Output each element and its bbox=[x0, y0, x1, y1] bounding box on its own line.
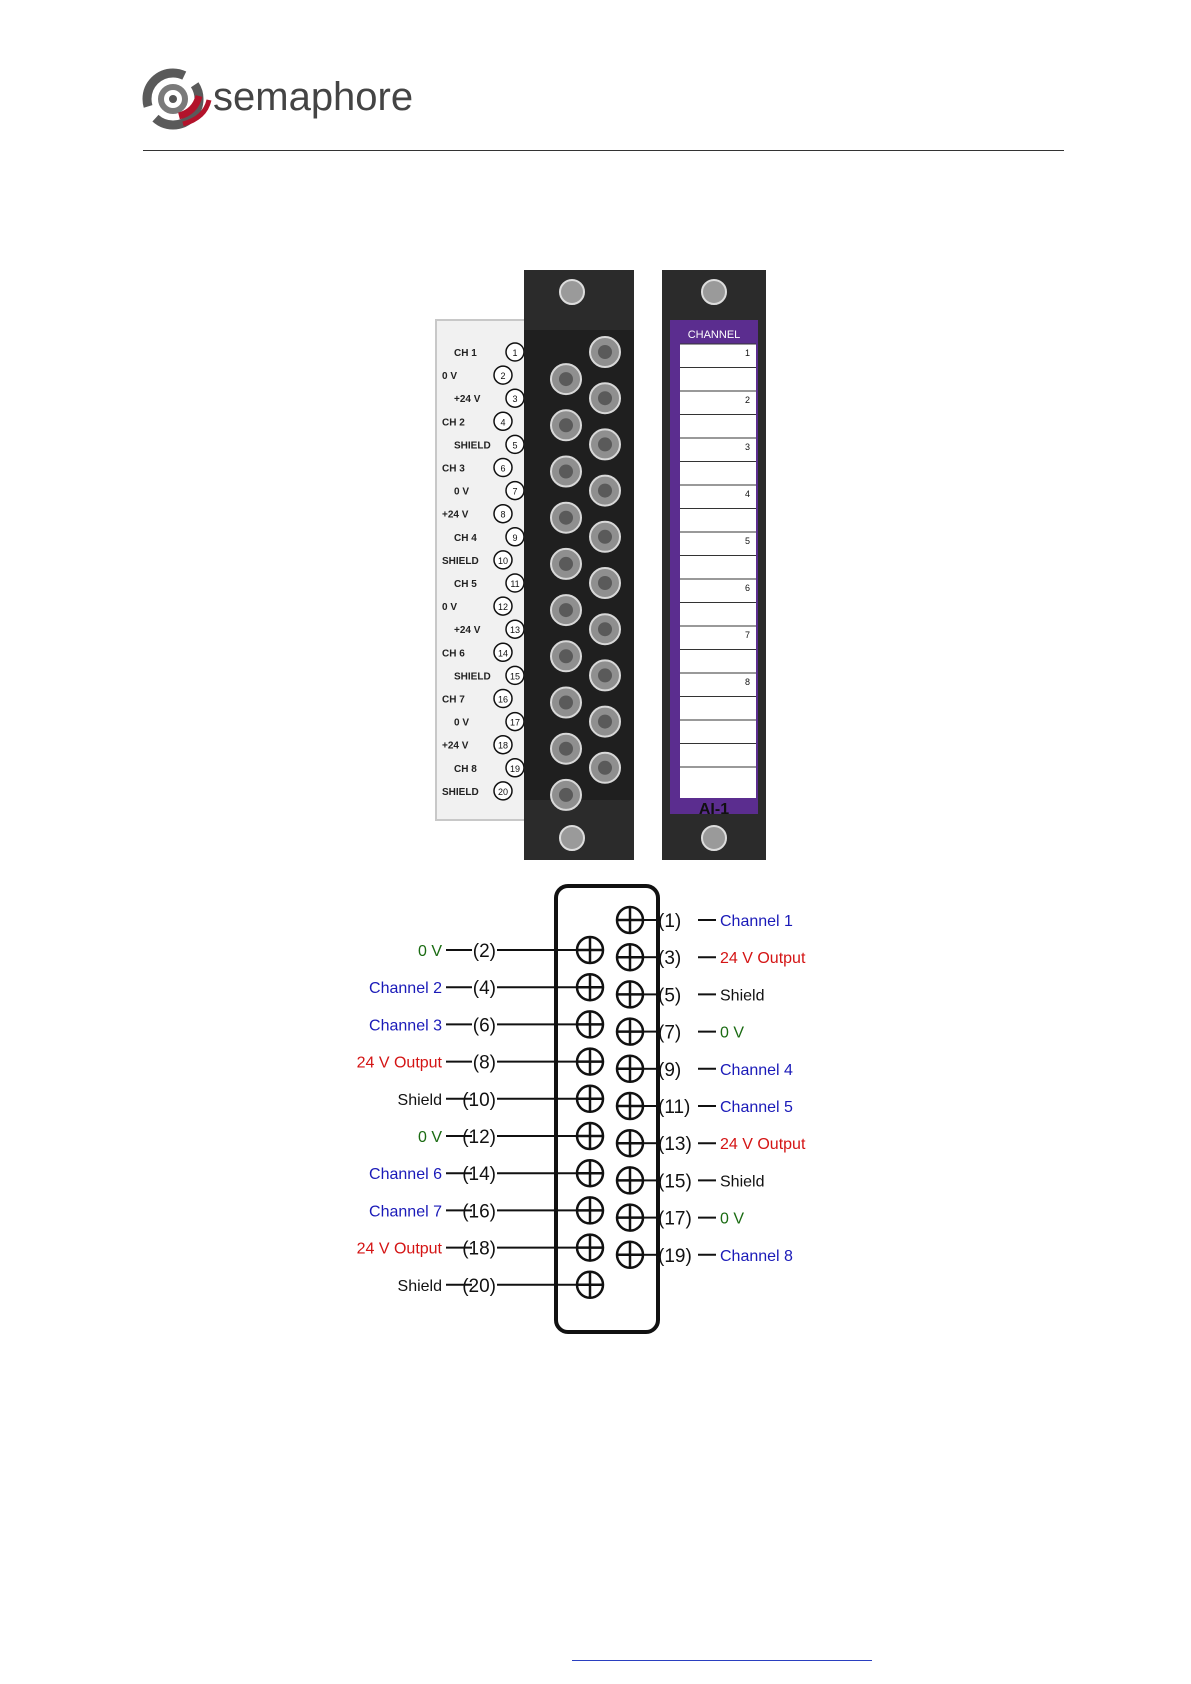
screw-head-icon bbox=[559, 465, 573, 479]
terminal-label-text: CH 2 bbox=[442, 417, 465, 429]
pin-number: (15) bbox=[658, 1171, 692, 1193]
terminal-number: 9 bbox=[512, 532, 518, 543]
terminal-label-text: +24 V bbox=[442, 509, 469, 521]
pin-number: (19) bbox=[658, 1245, 692, 1267]
pin-number: (7) bbox=[658, 1022, 682, 1044]
terminal-label-text: 0 V bbox=[442, 602, 458, 614]
pin-label: 0 V bbox=[720, 1210, 745, 1228]
pin-label: Channel 8 bbox=[720, 1247, 793, 1265]
terminal-label-text: 0 V bbox=[454, 717, 470, 729]
terminal-number: 8 bbox=[500, 509, 506, 520]
card-channel-number: 1 bbox=[744, 348, 750, 358]
channel-card-insert bbox=[680, 344, 756, 798]
pinout-left-terminal bbox=[398, 1272, 603, 1298]
semaphore-logo bbox=[143, 66, 428, 132]
card-channel-number: 7 bbox=[744, 630, 750, 640]
terminal-number: 1 bbox=[512, 348, 518, 358]
pin-number: (20) bbox=[462, 1275, 496, 1297]
pinout-right-terminal bbox=[617, 907, 793, 933]
pin-number: (11) bbox=[658, 1097, 691, 1118]
pin-label: 0 V bbox=[417, 1129, 442, 1146]
pin-label: 24 V Output bbox=[720, 950, 806, 968]
terminal-pinout-svg bbox=[356, 880, 850, 1340]
terminal-number: 18 bbox=[497, 740, 509, 751]
pin-label: Shield bbox=[397, 1277, 442, 1295]
terminal-module-illustration bbox=[430, 270, 790, 860]
terminal-number: 5 bbox=[512, 440, 518, 451]
terminal-label-text: CH 5 bbox=[454, 579, 477, 590]
screw-head-icon bbox=[598, 668, 612, 682]
pin-number: (2) bbox=[472, 941, 496, 962]
terminal-number: 7 bbox=[512, 486, 518, 497]
screw-head-icon bbox=[598, 391, 612, 405]
terminal-number: 16 bbox=[497, 694, 509, 705]
terminal-number: 15 bbox=[509, 671, 521, 682]
pin-label: 24 V Output bbox=[356, 1054, 442, 1072]
pinout-left-terminal bbox=[369, 974, 603, 1000]
pinout-left-terminal bbox=[369, 1011, 603, 1037]
screw-head-icon bbox=[559, 557, 573, 571]
card-model: AI-1 bbox=[698, 801, 730, 818]
pin-number: (1) bbox=[658, 911, 682, 932]
screw-head-icon bbox=[559, 742, 573, 756]
terminal-label-text: CH 3 bbox=[442, 463, 465, 475]
terminal-number: 4 bbox=[500, 417, 506, 428]
terminal-label-text: CH 4 bbox=[454, 532, 477, 544]
card-bottom-screw-icon bbox=[702, 826, 726, 850]
card-top-screw-icon bbox=[702, 280, 726, 304]
pinout-right-terminal bbox=[617, 1056, 793, 1082]
pinout-diagram bbox=[356, 880, 850, 1345]
terminal-number: 11 bbox=[510, 579, 520, 589]
screw-head-icon bbox=[559, 418, 573, 432]
screw-head-icon bbox=[598, 715, 612, 729]
pinout-left-terminal bbox=[369, 1197, 603, 1223]
pinout-left-terminal bbox=[418, 937, 603, 963]
screw-head-icon bbox=[559, 511, 573, 525]
card-channel-number: 4 bbox=[744, 489, 750, 499]
pin-number: (4) bbox=[472, 978, 496, 1000]
pin-label: Channel 4 bbox=[720, 1061, 793, 1079]
pin-number: (16) bbox=[462, 1201, 496, 1223]
pin-number: (13) bbox=[658, 1134, 692, 1156]
terminal-label-text: SHIELD bbox=[454, 671, 491, 683]
terminal-number: 17 bbox=[509, 717, 521, 728]
terminal-label-text: CH 1 bbox=[454, 348, 477, 359]
pin-number: (10) bbox=[462, 1089, 496, 1111]
pin-label: Shield bbox=[720, 987, 765, 1005]
pinout-left-terminal bbox=[398, 1086, 603, 1112]
pin-number: (3) bbox=[658, 948, 682, 970]
brand-name: semaphore bbox=[213, 75, 414, 119]
terminal-label-text: +24 V bbox=[442, 740, 469, 752]
terminal-number: 6 bbox=[500, 463, 506, 474]
screw-head-icon bbox=[598, 345, 612, 359]
terminal-number: 2 bbox=[500, 371, 506, 382]
screw-head-icon bbox=[598, 761, 612, 775]
pin-number: (14) bbox=[462, 1164, 496, 1186]
terminal-label-text: CH 6 bbox=[442, 648, 465, 660]
pinout-right-terminal bbox=[617, 1093, 793, 1119]
screw-head-icon bbox=[598, 437, 612, 451]
pin-number: (5) bbox=[658, 985, 682, 1007]
terminal-label-text: SHIELD bbox=[454, 440, 491, 452]
pin-label: Channel 1 bbox=[720, 913, 793, 930]
terminal-label-text: CH 7 bbox=[442, 694, 465, 706]
pin-number: (17) bbox=[658, 1208, 692, 1230]
card-channel-number: 5 bbox=[744, 536, 750, 546]
terminal-label-text: +24 V bbox=[454, 394, 481, 406]
card-channel-number: 8 bbox=[744, 677, 750, 687]
pinout-left-terminal bbox=[369, 1160, 603, 1186]
pinout-right-terminal bbox=[617, 944, 806, 970]
header-divider bbox=[143, 150, 1064, 151]
top-mount-screw-icon bbox=[560, 280, 584, 304]
pinout-right-terminal bbox=[617, 1167, 764, 1193]
pin-label: 0 V bbox=[417, 943, 442, 960]
card-channel-number: 3 bbox=[744, 442, 750, 452]
pinout-left-terminal bbox=[357, 1049, 603, 1075]
pin-label: 0 V bbox=[720, 1024, 745, 1042]
terminal-number: 13 bbox=[509, 625, 521, 636]
screw-head-icon bbox=[559, 788, 573, 802]
terminal-number: 12 bbox=[497, 602, 509, 613]
card-header: CHANNEL bbox=[687, 329, 741, 341]
pin-label: 24 V Output bbox=[720, 1136, 806, 1154]
terminal-number: 10 bbox=[497, 555, 509, 566]
pinout-right-terminal bbox=[617, 1205, 744, 1231]
logo-mark-icon bbox=[143, 66, 428, 132]
bottom-mount-screw-icon bbox=[560, 826, 584, 850]
pinout-right-terminal bbox=[617, 1130, 806, 1156]
terminal-label-text: 0 V bbox=[442, 371, 458, 383]
terminal-label-text: SHIELD bbox=[442, 555, 479, 567]
screw-head-icon bbox=[598, 530, 612, 544]
module-photo bbox=[430, 270, 790, 865]
pin-label: Channel 2 bbox=[369, 980, 442, 998]
pinout-right-terminal bbox=[617, 1019, 744, 1045]
pin-label: Channel 5 bbox=[720, 1099, 793, 1116]
pin-label: Shield bbox=[720, 1173, 765, 1191]
screw-head-icon bbox=[559, 372, 573, 386]
pin-number: (12) bbox=[462, 1127, 496, 1148]
terminal-label-text: +24 V bbox=[454, 625, 481, 637]
pin-label: Shield bbox=[397, 1091, 442, 1109]
terminal-label-text: SHIELD bbox=[442, 786, 479, 798]
screw-head-icon bbox=[598, 622, 612, 636]
pin-label: Channel 3 bbox=[369, 1017, 442, 1035]
card-channel-number: 6 bbox=[744, 583, 750, 593]
pin-label: Channel 7 bbox=[369, 1203, 442, 1221]
pin-number: (8) bbox=[472, 1052, 496, 1074]
screw-head-icon bbox=[559, 696, 573, 710]
screw-head-icon bbox=[559, 603, 573, 617]
pinout-left-terminal bbox=[418, 1123, 603, 1149]
pinout-left-terminal bbox=[357, 1235, 603, 1261]
screw-head-icon bbox=[598, 576, 612, 590]
screw-head-icon bbox=[559, 649, 573, 663]
pin-number: (6) bbox=[472, 1015, 496, 1037]
pin-number: (9) bbox=[658, 1059, 682, 1081]
terminal-number: 19 bbox=[509, 763, 521, 774]
pinout-right-terminal bbox=[617, 981, 764, 1007]
pin-label: Channel 6 bbox=[369, 1166, 442, 1184]
pin-label: 24 V Output bbox=[356, 1240, 442, 1258]
screw-head-icon bbox=[598, 484, 612, 498]
pin-number: (18) bbox=[462, 1238, 496, 1260]
terminal-number: 20 bbox=[497, 786, 509, 797]
pinout-right-terminal bbox=[617, 1242, 793, 1268]
terminal-number: 3 bbox=[512, 394, 518, 405]
terminal-label-text: 0 V bbox=[454, 486, 470, 498]
card-channel-number: 2 bbox=[744, 395, 750, 405]
terminal-label-text: CH 8 bbox=[454, 763, 477, 775]
terminal-number: 14 bbox=[497, 648, 509, 659]
footer-link-underline[interactable] bbox=[572, 1660, 872, 1661]
